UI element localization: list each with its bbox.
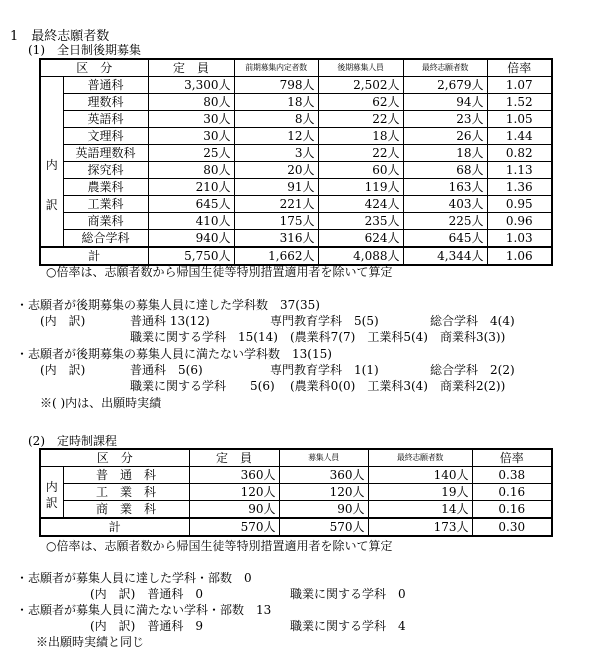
cell-capacity: 30人: [148, 128, 234, 145]
cell-recruit: 90人: [279, 501, 368, 519]
cell-pre: 20人: [234, 162, 318, 179]
table-row: [40, 94, 552, 111]
pt-paren-note: ※出願時実績と同じ: [36, 635, 145, 649]
cell-final: 18人: [403, 145, 487, 162]
header-final: 最終志願者数: [403, 59, 487, 77]
dept-name: 商 業 科: [63, 501, 189, 519]
dept-name: 英語科: [63, 111, 148, 128]
cell-pre: 91人: [234, 179, 318, 196]
cell-capacity: 90人: [189, 501, 279, 519]
cell-ratio: 0.96: [487, 213, 552, 230]
reached-uchiwake: (内 訳): [40, 314, 86, 328]
uchiwake-label: 内 訳: [40, 77, 63, 248]
pt-not-reached-line: ・志願者が募集人員に満たない学科・部数 13: [16, 603, 272, 617]
not-reached-general: 普通科 5(6): [130, 363, 203, 377]
cell-final: 645人: [403, 230, 487, 248]
cell-pre: 221人: [234, 196, 318, 213]
header-row: [40, 449, 552, 467]
reached-general: 普通科 13(12): [130, 314, 210, 328]
cell-pre: 798人: [234, 77, 318, 94]
cell-final: 163人: [403, 179, 487, 196]
dept-name: 英語理数科: [63, 145, 148, 162]
total-capacity: 570人: [189, 518, 279, 536]
table-row: [40, 484, 552, 501]
cell-ratio: 0.82: [487, 145, 552, 162]
cell-final: 23人: [403, 111, 487, 128]
header-recruit: 後期募集人員: [318, 59, 403, 77]
not-reached-vocational: 職業に関する学科 5(6): [130, 379, 275, 393]
total-label: 計: [40, 518, 189, 536]
pt-reached-detail: (内 訳) 普通科 0: [90, 587, 203, 601]
part1-subtitle: (1) 全日制後期募集: [28, 43, 141, 57]
dept-name: 商業科: [63, 213, 148, 230]
cell-final: 2,679人: [403, 77, 487, 94]
cell-final: 94人: [403, 94, 487, 111]
table-row: [40, 111, 552, 128]
table-row: [40, 196, 552, 213]
dept-name: 理数科: [63, 94, 148, 111]
cell-ratio: 0.38: [472, 467, 552, 484]
pt-not-reached-detail: (内 訳) 普通科 9: [90, 619, 203, 633]
table-row: [40, 179, 552, 196]
table-row: [40, 145, 552, 162]
table-row: [40, 213, 552, 230]
cell-recruit: 235人: [318, 213, 403, 230]
cell-capacity: 120人: [189, 484, 279, 501]
ratio-note-2: ○倍率は、志願者数から帰国生徒等特別措置適用者を除いて算定: [46, 539, 393, 553]
cell-recruit: 60人: [318, 162, 403, 179]
cell-capacity: 80人: [148, 162, 234, 179]
cell-recruit: 22人: [318, 111, 403, 128]
cell-ratio: 1.52: [487, 94, 552, 111]
cell-recruit: 119人: [318, 179, 403, 196]
header-kubun: 区 分: [40, 59, 148, 77]
cell-capacity: 940人: [148, 230, 234, 248]
cell-capacity: 80人: [148, 94, 234, 111]
dept-name: 農業科: [63, 179, 148, 196]
total-final: 4,344人: [403, 247, 487, 265]
cell-pre: 316人: [234, 230, 318, 248]
pt-not-reached-vocational: 職業に関する学科 4: [290, 619, 406, 633]
cell-recruit: 624人: [318, 230, 403, 248]
cell-capacity: 410人: [148, 213, 234, 230]
dept-name: 探究科: [63, 162, 148, 179]
reached-vocational-detail: (農業科7(7) 工業科5(4) 商業科3(3)): [290, 330, 506, 344]
total-label: 計: [40, 247, 148, 265]
not-reached-specialized: 専門教育学科 1(1): [270, 363, 379, 377]
cell-pre: 18人: [234, 94, 318, 111]
cell-recruit: 424人: [318, 196, 403, 213]
cell-ratio: 1.07: [487, 77, 552, 94]
cell-ratio: 1.03: [487, 230, 552, 248]
total-row: [40, 518, 552, 536]
dept-name: 普 通 科: [63, 467, 189, 484]
paren-note: ※( )内は、出願時実績: [40, 396, 162, 410]
header-capacity: 定 員: [189, 449, 279, 467]
cell-ratio: 0.16: [472, 501, 552, 519]
cell-final: 14人: [368, 501, 472, 519]
cell-final: 403人: [403, 196, 487, 213]
header-final: 最終志願者数: [368, 449, 472, 467]
cell-ratio: 1.44: [487, 128, 552, 145]
cell-recruit: 22人: [318, 145, 403, 162]
ratio-note: ○倍率は、志願者数から帰国生徒等特別措置適用者を除いて算定: [46, 265, 393, 279]
pt-reached-line: ・志願者が募集人員に達した学科・部数 0: [16, 571, 252, 585]
pt-reached-vocational: 職業に関する学科 0: [290, 587, 406, 601]
cell-ratio: 0.95: [487, 196, 552, 213]
table-row: [40, 162, 552, 179]
cell-capacity: 645人: [148, 196, 234, 213]
cell-recruit: 360人: [279, 467, 368, 484]
header-row: [40, 59, 552, 77]
header-pre-cap: 前期募集内定者数: [234, 59, 318, 77]
cell-pre: 3人: [234, 145, 318, 162]
cell-pre: 175人: [234, 213, 318, 230]
section-title: 1 最終志願者数: [10, 29, 110, 44]
dept-name: 総合学科: [63, 230, 148, 248]
cell-capacity: 360人: [189, 467, 279, 484]
header-ratio: 倍率: [472, 449, 552, 467]
total-capacity: 5,750人: [148, 247, 234, 265]
table-row: [40, 467, 552, 484]
part2-subtitle: (2) 定時制課程: [28, 434, 117, 448]
table-row: [40, 230, 552, 248]
table-row: [40, 128, 552, 145]
cell-final: 68人: [403, 162, 487, 179]
dept-name: 工業科: [63, 196, 148, 213]
cell-final: 19人: [368, 484, 472, 501]
cell-recruit: 18人: [318, 128, 403, 145]
cell-ratio: 1.36: [487, 179, 552, 196]
not-reached-line: ・志願者が後期募集の募集人員に満たない学科数 13(15): [16, 347, 332, 361]
uchiwake-label: 内 訳: [40, 467, 63, 519]
total-recruit: 4,088人: [318, 247, 403, 265]
cell-ratio: 0.16: [472, 484, 552, 501]
fulltime-table: [39, 58, 553, 266]
dept-name: 普通科: [63, 77, 148, 94]
total-recruit: 570人: [279, 518, 368, 536]
cell-recruit: 2,502人: [318, 77, 403, 94]
header-kubun: 区 分: [40, 449, 189, 467]
total-ratio: 0.30: [472, 518, 552, 536]
total-final: 173人: [368, 518, 472, 536]
reached-specialized: 専門教育学科 5(5): [270, 314, 379, 328]
cell-final: 140人: [368, 467, 472, 484]
cell-ratio: 1.13: [487, 162, 552, 179]
header-ratio: 倍率: [487, 59, 552, 77]
reached-vocational: 職業に関する学科 15(14): [130, 330, 278, 344]
table-row: [40, 77, 552, 94]
cell-pre: 8人: [234, 111, 318, 128]
total-ratio: 1.06: [487, 247, 552, 265]
reached-sogo: 総合学科 4(4): [430, 314, 515, 328]
total-pre: 1,662人: [234, 247, 318, 265]
dept-name: 文理科: [63, 128, 148, 145]
header-recruit: 募集人員: [279, 449, 368, 467]
header-capacity: 定 員: [148, 59, 234, 77]
cell-ratio: 1.05: [487, 111, 552, 128]
cell-capacity: 210人: [148, 179, 234, 196]
cell-final: 225人: [403, 213, 487, 230]
reached-line: ・志願者が後期募集の募集人員に達した学科数 37(35): [16, 298, 320, 312]
cell-pre: 12人: [234, 128, 318, 145]
cell-final: 26人: [403, 128, 487, 145]
cell-capacity: 3,300人: [148, 77, 234, 94]
not-reached-vocational-detail: (農業科0(0) 工業科3(4) 商業科2(2)): [290, 379, 506, 393]
cell-capacity: 30人: [148, 111, 234, 128]
table-row: [40, 501, 552, 519]
not-reached-uchiwake: (内 訳): [40, 363, 86, 377]
dept-name: 工 業 科: [63, 484, 189, 501]
not-reached-sogo: 総合学科 2(2): [430, 363, 515, 377]
parttime-table: [39, 448, 553, 537]
cell-recruit: 120人: [279, 484, 368, 501]
cell-recruit: 62人: [318, 94, 403, 111]
cell-capacity: 25人: [148, 145, 234, 162]
